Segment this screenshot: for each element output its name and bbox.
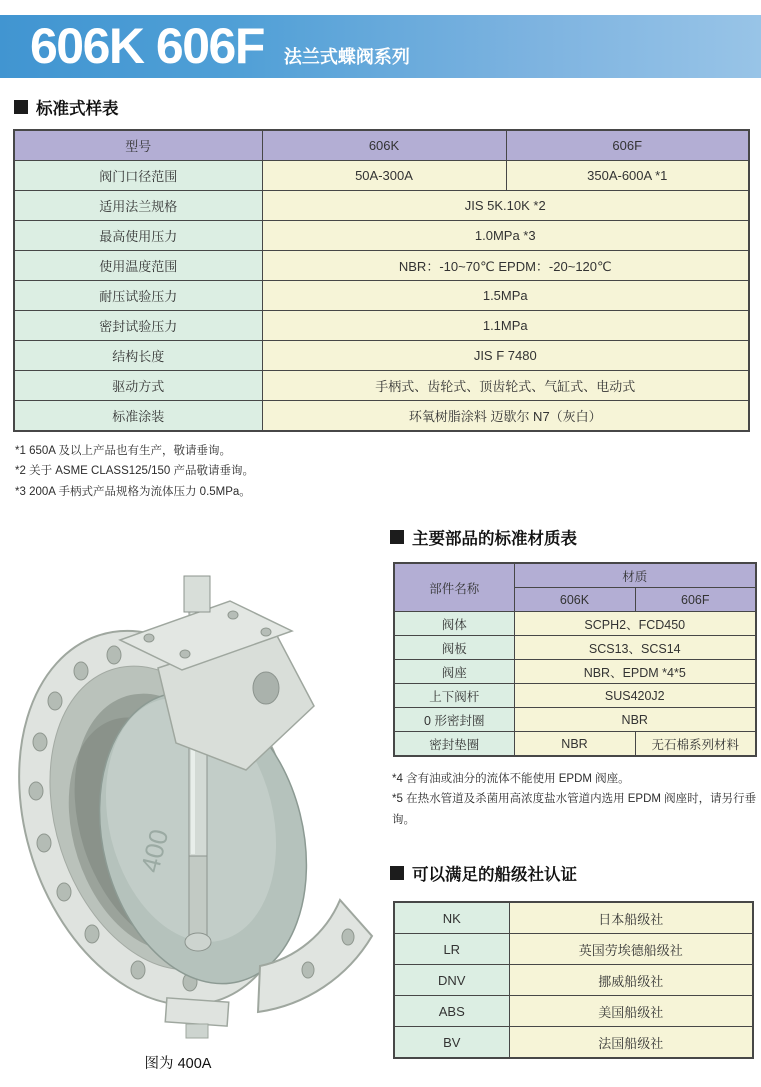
valve-illustration bbox=[8, 538, 380, 1053]
materials-header-606k: 606K bbox=[514, 588, 635, 612]
spec-row-value: 1.1MPa bbox=[262, 311, 749, 341]
materials-material-header: 材质 bbox=[514, 563, 756, 588]
spec-row-value: 1.0MPa *3 bbox=[262, 221, 749, 251]
spec-row-label: 耐压试验压力 bbox=[14, 281, 262, 311]
cert-code: BV bbox=[394, 1027, 509, 1059]
table-row bbox=[394, 996, 753, 1027]
figure-caption: 图为 400A bbox=[144, 1056, 212, 1072]
section-bullet-icon bbox=[390, 530, 404, 544]
cert-name: 英国劳埃德船级社 bbox=[509, 934, 753, 965]
materials-table bbox=[393, 562, 757, 757]
spec-row-value: 手柄式、齿轮式、顶齿轮式、气缸式、电动式 bbox=[262, 371, 749, 401]
table-row bbox=[394, 965, 753, 996]
spec-row-value: JIS F 7480 bbox=[262, 341, 749, 371]
spec-row-value: 50A-300A bbox=[262, 161, 506, 191]
spec-header-606f: 606F bbox=[506, 130, 749, 161]
materials-header-606f: 606F bbox=[635, 588, 756, 612]
spec-table bbox=[13, 129, 750, 432]
materials-row-label: 阀板 bbox=[394, 636, 514, 660]
materials-row-label: 上下阀杆 bbox=[394, 684, 514, 708]
cert-name: 法国船级社 bbox=[509, 1027, 753, 1059]
table-row bbox=[394, 1027, 753, 1059]
section-title-text: 可以满足的船级社认证 bbox=[412, 866, 577, 884]
table-row bbox=[14, 281, 749, 311]
table-row bbox=[394, 708, 756, 732]
cert-name: 挪威船级社 bbox=[509, 965, 753, 996]
spec-row-label: 结构长度 bbox=[14, 341, 262, 371]
spec-row-label: 驱动方式 bbox=[14, 371, 262, 401]
materials-row-label: 密封垫圈 bbox=[394, 732, 514, 757]
section-bullet-icon bbox=[14, 100, 28, 114]
table-row bbox=[14, 191, 749, 221]
footnote: *3 200A 手柄式产品规格为流体压力 0.5MPa。 bbox=[15, 485, 251, 498]
spec-header-606k: 606K bbox=[262, 130, 506, 161]
table-row bbox=[394, 732, 756, 757]
series-subtitle: 法兰式蝶阀系列 bbox=[283, 47, 410, 67]
cert-code: ABS bbox=[394, 996, 509, 1027]
section-spec-title bbox=[14, 95, 119, 119]
spec-row-label: 密封试验压力 bbox=[14, 311, 262, 341]
materials-row-label: 阀座 bbox=[394, 660, 514, 684]
footnote: *5 在热水管道及杀菌用高浓度盐水管道内选用 EPDM 阀座时，请另行垂询。 bbox=[392, 793, 757, 826]
table-row bbox=[394, 563, 756, 588]
table-row bbox=[14, 341, 749, 371]
section-bullet-icon bbox=[390, 866, 404, 880]
materials-row-value: NBR bbox=[514, 732, 635, 757]
table-row bbox=[394, 612, 756, 636]
section-certification-title bbox=[390, 861, 577, 885]
materials-row-label: 0 形密封圈 bbox=[394, 708, 514, 732]
table-row bbox=[14, 401, 749, 432]
footnote: *4 含有油或油分的流体不能使用 EPDM 阀座。 bbox=[392, 773, 630, 785]
footnote: *1 650A 及以上产品也有生产，敬请垂询。 bbox=[15, 445, 231, 457]
table-row bbox=[14, 221, 749, 251]
cert-name: 美国船级社 bbox=[509, 996, 753, 1027]
spec-row-label: 最高使用压力 bbox=[14, 221, 262, 251]
cert-code: NK bbox=[394, 902, 509, 934]
table-row bbox=[14, 371, 749, 401]
table-row bbox=[394, 934, 753, 965]
disc-marking: 400 bbox=[134, 826, 175, 876]
section-title-text: 标准式样表 bbox=[36, 100, 119, 118]
spec-row-value: 1.5MPa bbox=[262, 281, 749, 311]
table-row bbox=[394, 902, 753, 934]
materials-part-header: 部件名称 bbox=[394, 563, 514, 612]
spec-row-value: 350A-600A *1 bbox=[506, 161, 749, 191]
table-row bbox=[394, 636, 756, 660]
section-title-text: 主要部品的标准材质表 bbox=[412, 530, 577, 548]
table-row bbox=[14, 311, 749, 341]
section-materials-title bbox=[390, 525, 577, 549]
spec-row-value: NBR：-10~70℃ EPDM：-20~120℃ bbox=[262, 251, 749, 281]
cert-code: LR bbox=[394, 934, 509, 965]
spec-row-label: 标准涂装 bbox=[14, 401, 262, 432]
spec-row-value: JIS 5K.10K *2 bbox=[262, 191, 749, 221]
header-band bbox=[0, 15, 761, 78]
table-row bbox=[14, 130, 749, 161]
materials-row-value: SCPH2、FCD450 bbox=[514, 612, 756, 636]
materials-row-value: NBR、EPDM *4*5 bbox=[514, 660, 756, 684]
spec-row-label: 使用温度范围 bbox=[14, 251, 262, 281]
series-title: 606K 606F bbox=[30, 18, 264, 74]
materials-row-label: 阀体 bbox=[394, 612, 514, 636]
table-row bbox=[394, 684, 756, 708]
spec-footnotes bbox=[15, 441, 254, 502]
materials-row-value: SCS13、SCS14 bbox=[514, 636, 756, 660]
materials-row-value: SUS420J2 bbox=[514, 684, 756, 708]
materials-row-value: NBR bbox=[514, 708, 756, 732]
materials-footnotes bbox=[392, 769, 761, 830]
footnote: *2 关于 ASME CLASS125/150 产品敬请垂询。 bbox=[15, 465, 255, 478]
spec-row-value: 环氧树脂涂料 迈歇尔 N7（灰白） bbox=[262, 401, 749, 432]
table-row bbox=[394, 660, 756, 684]
certification-table bbox=[393, 901, 754, 1059]
table-row bbox=[14, 251, 749, 281]
materials-row-value: 无石棉系列材料 bbox=[635, 732, 756, 757]
spec-header-label: 型号 bbox=[14, 130, 262, 161]
cert-code: DNV bbox=[394, 965, 509, 996]
table-row bbox=[14, 161, 749, 191]
cert-name: 日本船级社 bbox=[509, 902, 753, 934]
spec-row-label: 阀门口径范围 bbox=[14, 161, 262, 191]
spec-row-label: 适用法兰规格 bbox=[14, 191, 262, 221]
